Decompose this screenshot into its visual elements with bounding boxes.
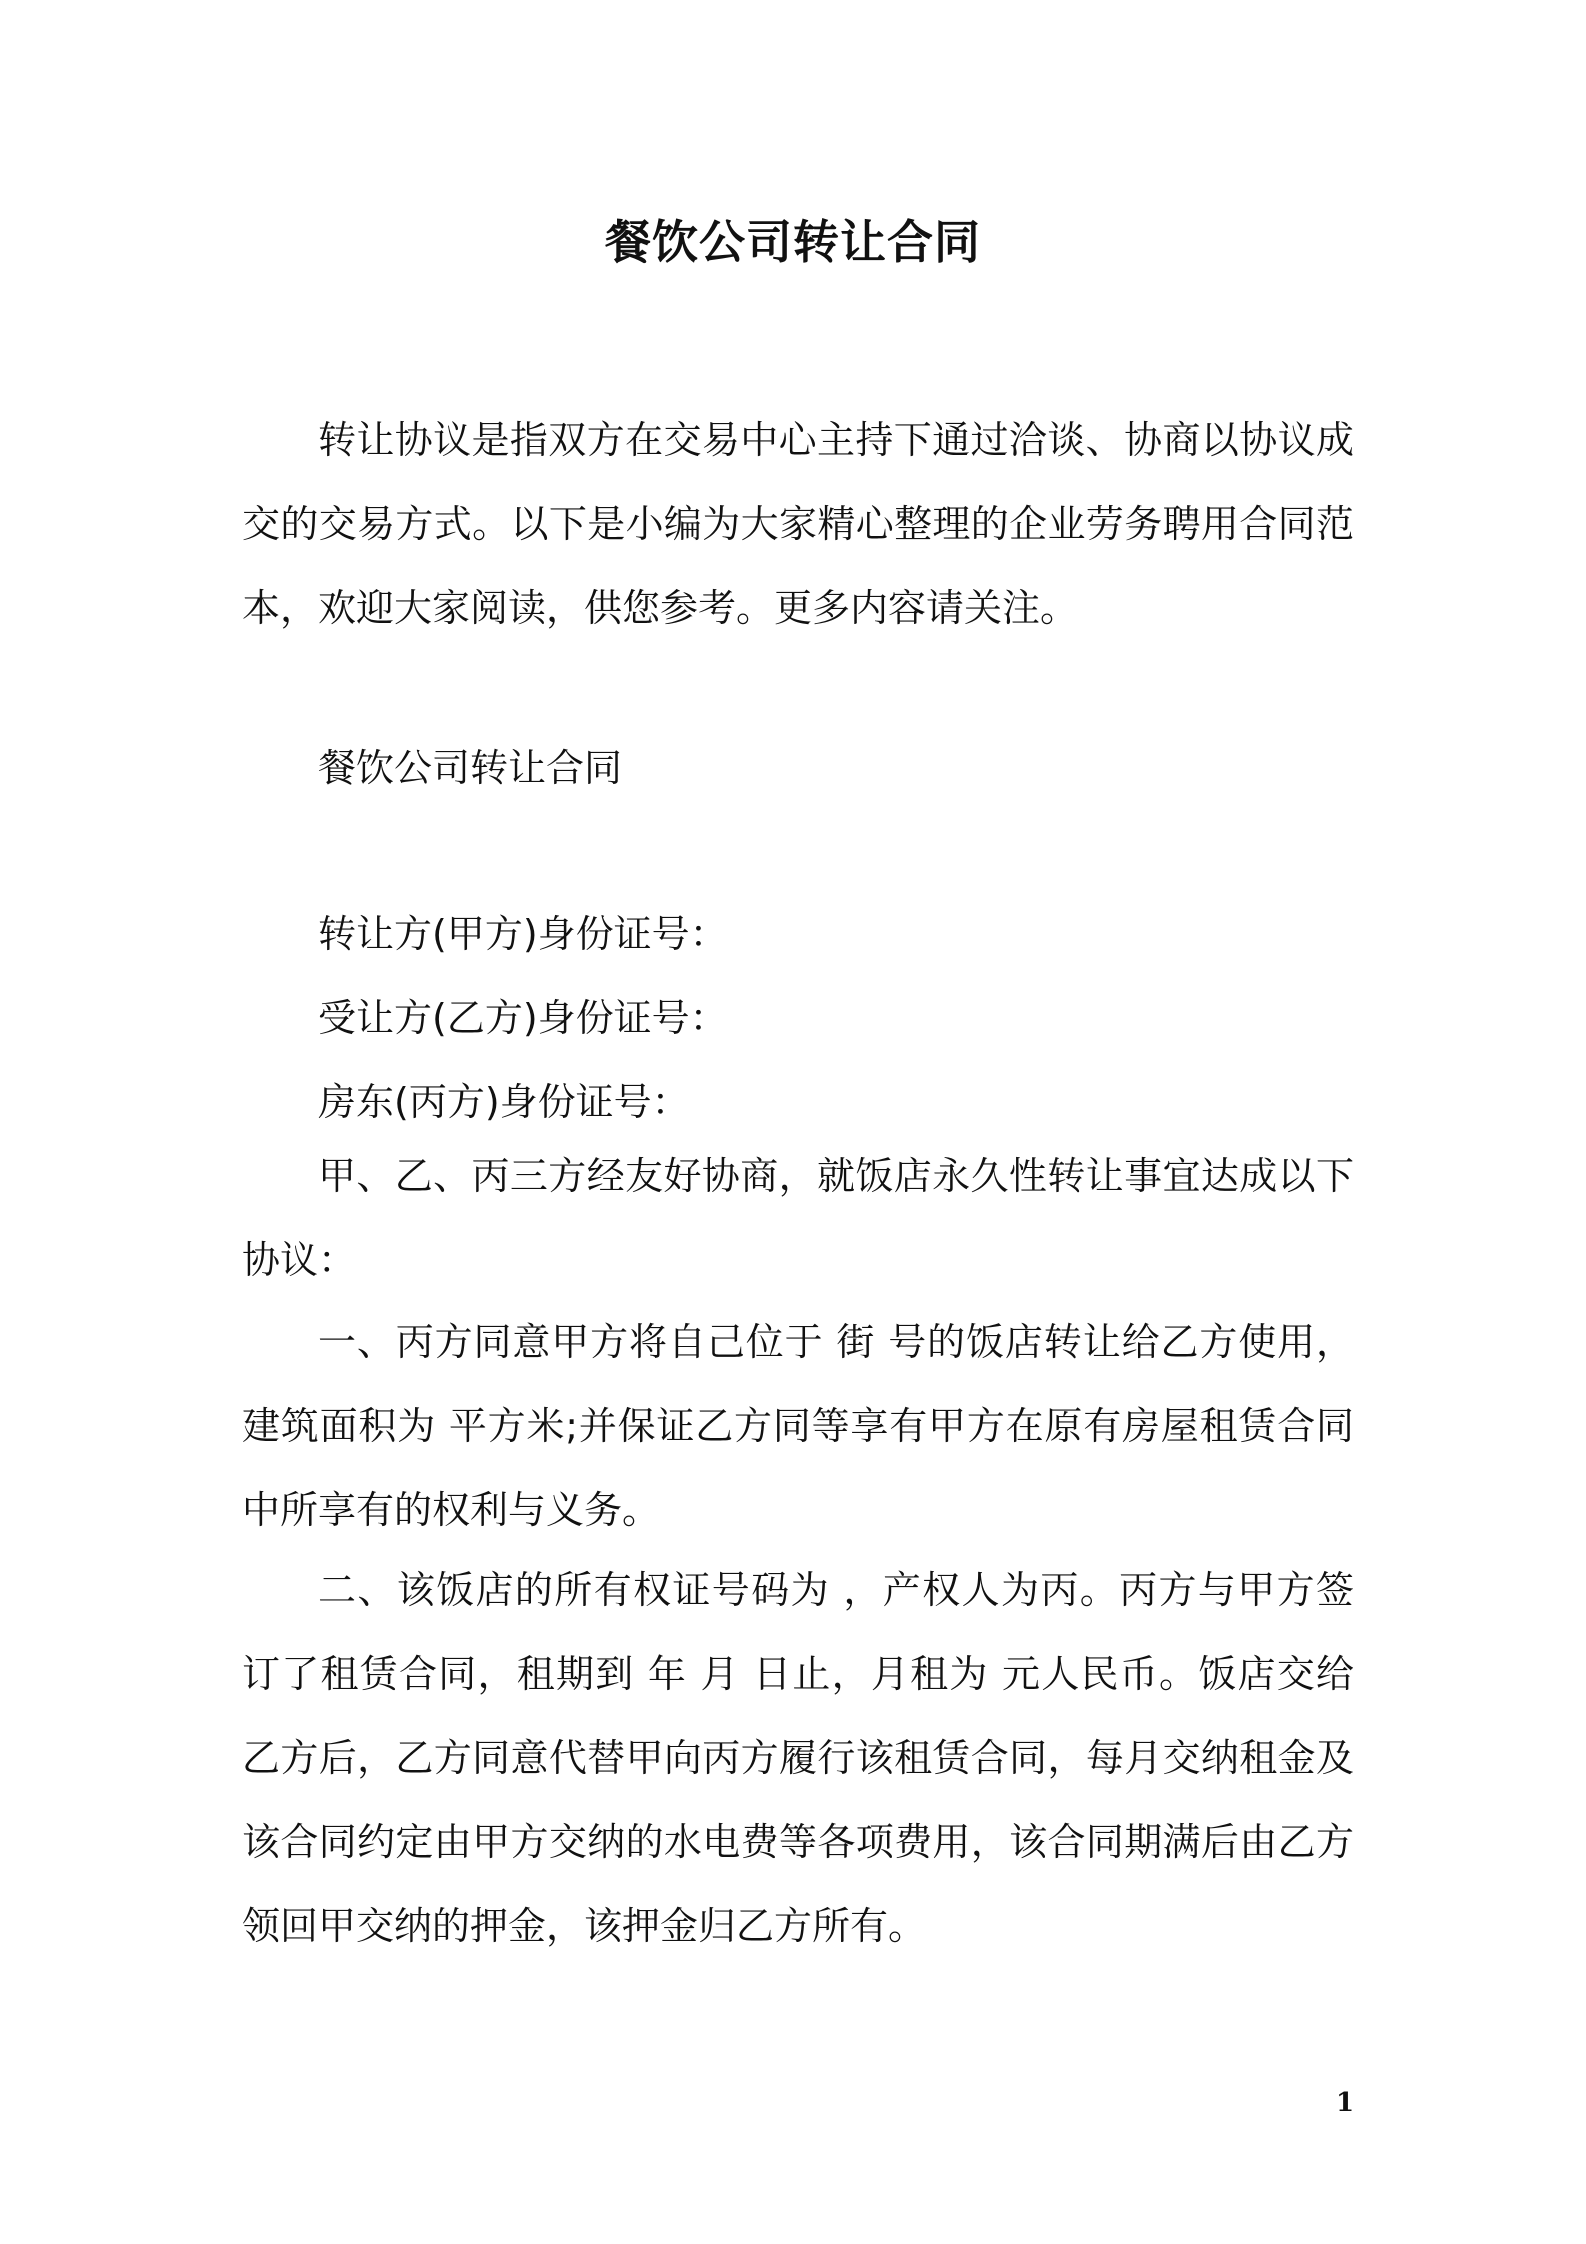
subtitle: 餐饮公司转让合同 (318, 746, 623, 790)
party-c-line: 房东(丙方)身份证号： (318, 1080, 690, 1124)
clause-1-paragraph: 一、丙方同意甲方将自己位于 街 号的饭店转让给乙方使用，建筑面积为 平方米;并保证乙方同等享有甲方在原有房屋租赁合同中所享有的权利与义务。 (242, 1320, 1354, 1532)
preamble-paragraph: 甲、乙、丙三方经友好协商，就饭店永久性转让事宜达成以下协议： (242, 1154, 1354, 1282)
party-a-line: 转让方(甲方)身份证号： (318, 912, 728, 956)
party-b-line: 受让方(乙方)身份证号： (318, 996, 728, 1040)
document-title: 餐饮公司转让合同 (605, 215, 981, 269)
intro-paragraph: 转让协议是指双方在交易中心主持下通过洽谈、协商以协议成交的交易方式。以下是小编为大家精心整理的企业劳务聘用合同范本，欢迎大家阅读，供您参考。更多内容请关注。 (242, 418, 1354, 630)
clause-2-paragraph: 二、该饭店的所有权证号码为 ，产权人为丙。丙方与甲方签订了租赁合同，租期到 年 月 日止，月租为 元人民币。饭店交给乙方后，乙方同意代替甲向丙方履行该租赁合同，每月交纳租金及该合同约定由甲方交纳的水电费等各项费用，该合同期满后由乙方领回甲交纳的押金，该押金归乙方所有。 (242, 1568, 1354, 1948)
page-number: 1 (1336, 2088, 1355, 2118)
